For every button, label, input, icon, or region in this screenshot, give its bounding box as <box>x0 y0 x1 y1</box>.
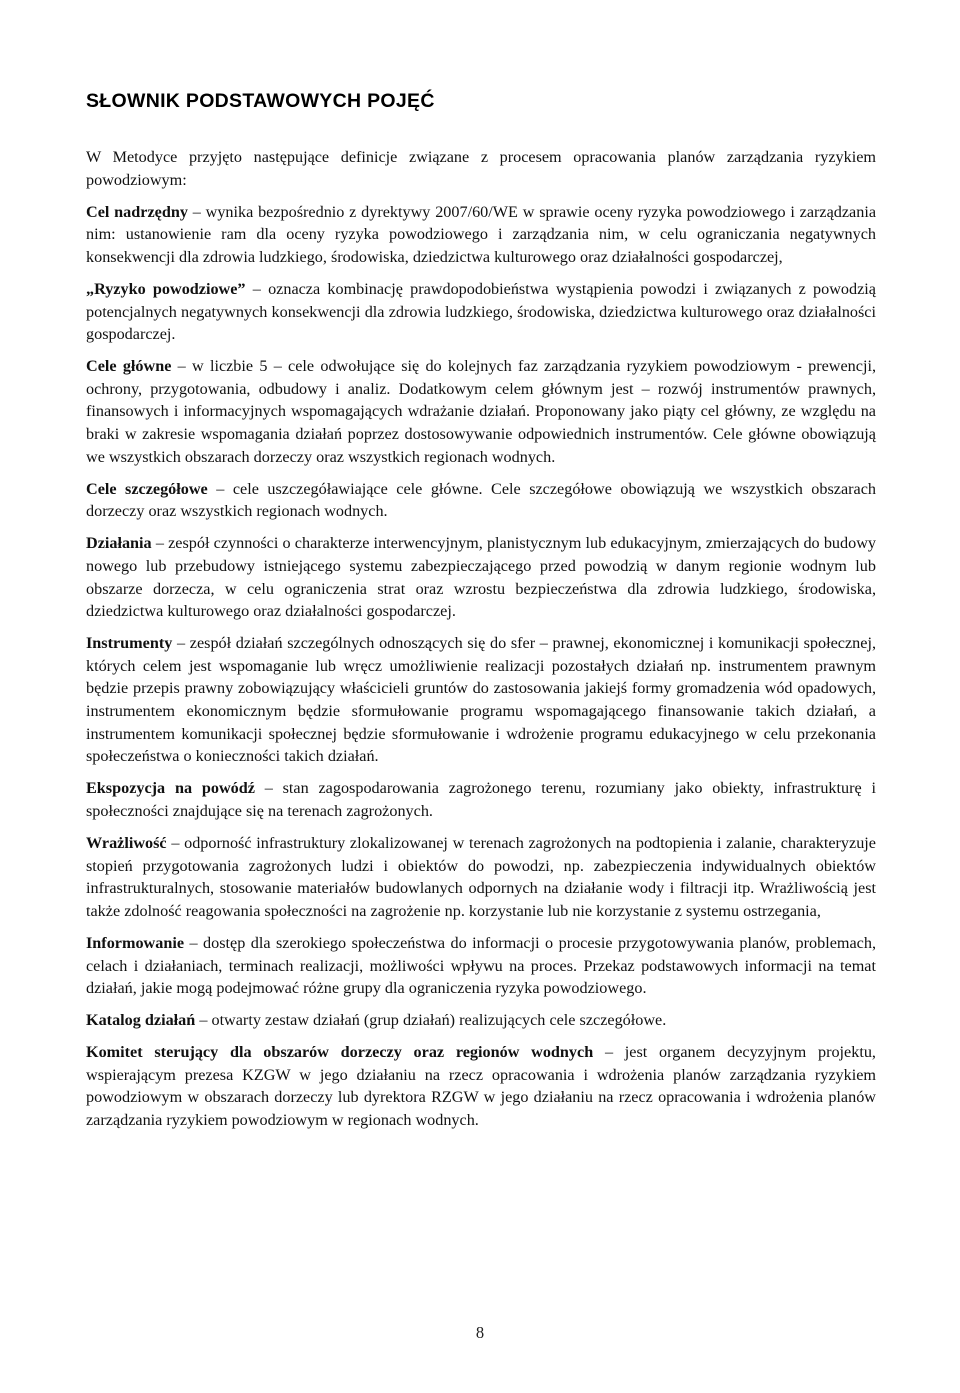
definition-komitet-sterujacy <box>86 1041 876 1131</box>
definition-instrumenty <box>86 632 876 768</box>
definition-text: – stan zagospodarowania zagrożonego terenu, rozumiany jako obiekty, infrastrukturę i społeczności znajdujące się na terenach zagrożonych. <box>86 779 876 820</box>
definition-text: – w liczbie 5 – cele odwołujące się do kolejnych faz zarządzania ryzykiem powodziowym - prewencji, ochrony, przygotowania, odbudowy i analiz. Dodatkowym celem głównym jest – rozwój instrumentów prawnych, finansowych i informacyjnych wspomagających wdrażanie działań. Proponowany jako piąty cel główny, ze względu na braki w zakresie wspomagania działań poprzez dostosowywanie odpowiednich instrumentów. Cele główne obowiązują we wszystkich obszarach dorzeczy oraz wszystkich regionach wodnych. <box>86 357 877 466</box>
definition-cele-glowne <box>86 355 876 468</box>
page-number: 8 <box>475 1323 485 1342</box>
definition-term: „Ryzyko powodziowe” <box>86 279 246 298</box>
definition-text: – cele uszczegóławiające cele główne. Cele szczegółowe obowiązują we wszystkich obszarach dorzeczy oraz wszystkich regionach wodnych. <box>86 479 876 521</box>
definition-text: – zespół czynności o charakterze interwencyjnym, planistycznym lub edukacyjnym, zmierzających do budowy nowego lub przebudowy istniejącego systemu zabezpieczającego przed powodzią w danym regionie wodnym lub obszarze dorzecza, w celu ograniczenia strat oraz wzrostu bezpieczeństwa dla zdrowia ludzkiego, środowiska, dziedzictwa kulturowego oraz działalności gospodarczej. <box>86 534 876 621</box>
definition-cele-szczegolowe <box>86 478 876 523</box>
definition-term: Cel nadrzędny <box>86 202 188 221</box>
definition-term: Ekspozycja na powódź <box>86 779 255 798</box>
definition-term: Informowanie <box>86 933 185 952</box>
definition-text: – wynika bezpośrednio z dyrektywy 2007/60/WE w sprawie oceny ryzyka powodziowego i zarządzania nim: ustanowienie ram dla oceny ryzyka powodziowego i zarządzania nim, w celu ograniczania negatywnych konsekwencji dla zdrowia ludzkiego, środowiska, dziedzictwa kulturowego oraz działalności gospodarczej, <box>86 202 877 266</box>
definition-informowanie <box>86 932 876 1000</box>
intro-paragraph: W Metodyce przyjęto następujące definicje związane z procesem opracowania planów zarządzania ryzykiem powodziowym: <box>86 148 876 189</box>
definition-term: Cele główne <box>86 357 172 376</box>
definition-term: Działania <box>86 534 152 553</box>
definition-term: Wrażliwość <box>86 834 167 853</box>
definition-text: – dostęp dla szerokiego społeczeństwa do informacji o procesie przygotowywania planów, problemach, celach i działaniach, terminach realizacji, możliwości wpływu na proces. Przekaz podstawowych informacji na temat działań, jakie mogą podejmować różne grupy dla ograniczenia ryzyka powodziowego. <box>86 933 876 998</box>
definition-term: Katalog działań <box>86 1011 196 1030</box>
definition-text: – jest organem decyzyjnym projektu, wspierającym prezesa KZGW w jego działaniu na rzecz opracowania i wdrożenia planów zarządzania ryzykiem powodziowym w obszarach dorzeczy lub dyrektora RZGW w jego działaniu na rzecz opracowania i wdrożenia planów zarządzania ryzykiem powodziowym w regionach wodnych. <box>86 1043 876 1130</box>
document-body <box>86 146 876 1141</box>
definition-text: – otwarty zestaw działań (grup działań) realizujących cele szczegółowe. <box>195 1011 667 1030</box>
definition-term: Komitet sterujący dla obszarów dorzeczy oraz regionów wodnych <box>86 1043 594 1062</box>
definition-dzialania <box>86 532 876 622</box>
definition-ryzyko-powodziowe <box>86 278 876 346</box>
definition-text: – zespół działań szczególnych odnoszących się do sfer – prawnej, ekonomicznej i komunikacji społecznej, których celem jest wspomaganie lub wręcz umożliwienie realizacji pozostałych działań np. instrumentem prawnym będzie przepis prawny zobowiązujący właścicieli gruntów do zastosowania jakiejś formy gromadzenia wód opadowych, instrumentem ekonomicznym będzie sformułowanie programu wspomagającego finansowanie takich działań, a instrumentem komunikacji społecznej będzie sformułowanie i wdrożenie programu edukacyjnego w celu przekonania społeczeństwa o konieczności takich działań. <box>86 634 876 766</box>
definition-term: Cele szczegółowe <box>86 479 208 498</box>
definition-text: – oznacza kombinację prawdopodobieństwa wystąpienia powodzi i związanych z powodzią potencjalnych negatywnych konsekwencji dla zdrowia ludzkiego, środowiska, dziedzictwa kulturowego oraz działalności gospodarczej. <box>86 279 876 344</box>
definition-cel-nadrzedny <box>86 201 876 269</box>
definition-ekspozycja <box>86 777 876 822</box>
page-title: SŁOWNIK PODSTAWOWYCH POJĘĆ <box>86 90 435 112</box>
definition-wrazliwosc <box>86 832 876 922</box>
definition-term: Instrumenty <box>86 634 173 653</box>
definition-text: – odporność infrastruktury zlokalizowanej w terenach zagrożonych na podtopienia i zalanie, charakteryzuje stopień przygotowania zagrożonych ludzi i obiektów do powodzi, np. zabezpieczenia indywidualnych obiektów infrastrukturalnych, stosowanie materiałów budowlanych odpornych na działanie wody i filtracji itp. Wrażliwością jest także zdolność reagowania społeczności na zagrożenie np. korzystanie lub nie korzystanie z systemu ostrzegania, <box>86 834 876 920</box>
definition-katalog-dzialan <box>86 1009 876 1032</box>
